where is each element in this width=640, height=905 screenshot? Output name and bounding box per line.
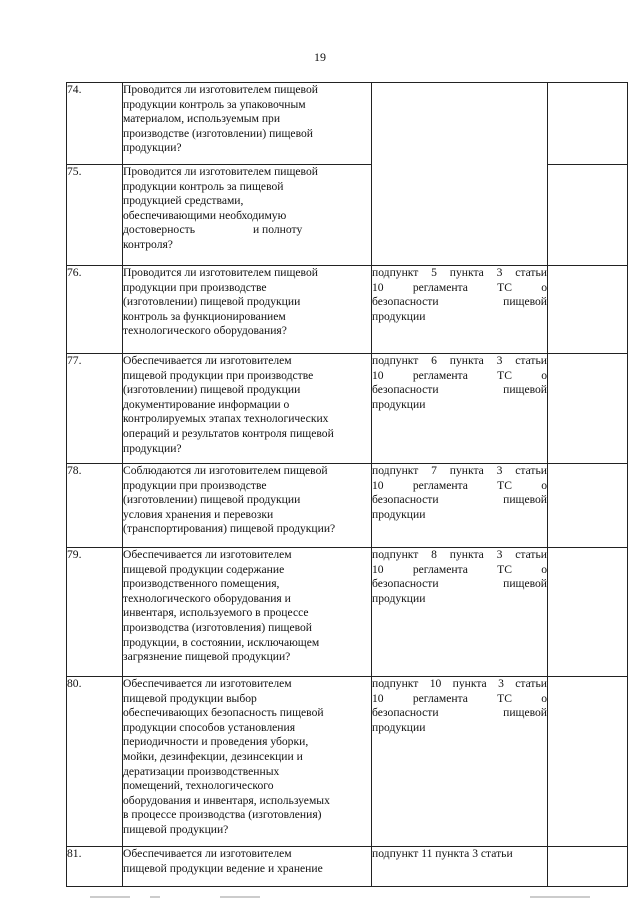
reference-line: продукции [372, 720, 426, 734]
answer-cell[interactable] [548, 354, 628, 464]
table-row [67, 677, 628, 847]
question-line: продукции? [123, 441, 182, 455]
question-line: обеспечивающих безопасность пищевой [123, 706, 324, 720]
question-line: Обеспечивается ли изготовителем [123, 847, 292, 860]
question-line: материалом, используемым при [123, 112, 281, 126]
question-line: технологического оборудования? [123, 324, 287, 338]
reference-line: безопасности пищевой [372, 706, 547, 720]
question-line: технологического оборудования и [123, 591, 291, 605]
question-line: инвентаря, используемого в процессе [123, 606, 309, 620]
reference-line: подпункт 7 пункта 3 статьи [372, 464, 547, 477]
table-row [67, 847, 628, 887]
question-cell [123, 677, 372, 847]
question-line: мойки, дезинфекции, дезинсекции и [123, 749, 303, 763]
row-number: 76. [67, 266, 123, 354]
question-cell [123, 847, 372, 887]
reference-line: продукции [372, 591, 426, 605]
row-number: 79. [67, 548, 123, 677]
table-row [67, 83, 628, 165]
question-cell [123, 266, 372, 354]
reference-cell [372, 83, 548, 266]
question-line: Проводится ли изготовителем пищевой [123, 165, 318, 178]
row-number: 75. [67, 165, 123, 266]
reference-line: продукции [372, 397, 426, 411]
question-line: оборудования и инвентаря, используемых [123, 793, 330, 807]
table-row [67, 548, 628, 677]
question-line: условия хранения и перевозки [123, 507, 274, 521]
question-line: продукции? [123, 141, 182, 155]
reference-line: безопасности пищевой [372, 383, 547, 397]
reference-line: подпункт 5 пункта 3 статьи [372, 266, 547, 279]
question-line: пищевой продукции содержание [123, 562, 285, 576]
question-line: загрязнение пищевой продукции? [123, 650, 291, 664]
question-line: продукции контроль за упаковочным [123, 97, 306, 111]
answer-cell[interactable] [548, 266, 628, 354]
table-row [67, 266, 628, 354]
answer-cell[interactable] [548, 677, 628, 847]
question-line: помещений, технологического [123, 779, 274, 793]
reference-cell [372, 847, 548, 887]
answer-cell[interactable] [548, 847, 628, 887]
question-line: пищевой продукции при производстве [123, 368, 314, 382]
reference-line: 10 регламента ТС о [372, 478, 547, 492]
question-line: производстве (изготовлении) пищевой [123, 126, 313, 140]
question-line: контролируемых этапах технологических [123, 412, 329, 426]
question-line: Обеспечивается ли изготовителем [123, 354, 292, 367]
answer-cell[interactable] [548, 83, 628, 165]
reference-line: продукции [372, 507, 426, 521]
question-cell [123, 354, 372, 464]
row-number: 77. [67, 354, 123, 464]
row-number: 81. [67, 847, 123, 887]
reference-line: подпункт 11 пункта 3 статьи [372, 847, 513, 860]
question-line: производства (изготовления) пищевой [123, 620, 313, 634]
row-number: 78. [67, 464, 123, 548]
question-line: Соблюдаются ли изготовителем пищевой [123, 464, 328, 477]
scan-footer-marks [90, 895, 630, 899]
answer-cell[interactable] [548, 548, 628, 677]
reference-cell [372, 677, 548, 847]
question-line: продукцией средствами, [123, 194, 244, 208]
question-line: продукции, в состоянии, исключающем [123, 635, 320, 649]
question-line: продукции при производстве [123, 280, 267, 294]
question-line: дератизации производственных [123, 764, 280, 778]
reference-line: подпункт 8 пункта 3 статьи [372, 548, 547, 561]
question-line: операций и результатов контроля пищевой [123, 426, 334, 440]
question-line: документирование информации о [123, 397, 290, 411]
question-cell [123, 464, 372, 548]
reference-line: 10 регламента ТС о [372, 280, 547, 294]
question-line: в процессе производства (изготовления) [123, 808, 322, 822]
reference-line: 10 регламента ТС о [372, 368, 547, 382]
question-cell [123, 165, 372, 266]
question-line: Обеспечивается ли изготовителем [123, 548, 292, 561]
reference-line: подпункт 10 пункта 3 статьи [372, 677, 547, 690]
reference-cell [372, 266, 548, 354]
question-line: (изготовлении) пищевой продукции [123, 493, 301, 507]
row-number: 80. [67, 677, 123, 847]
question-line: пищевой продукции выбор [123, 691, 257, 705]
reference-cell [372, 548, 548, 677]
question-line: пищевой продукции ведение и хранение [123, 861, 323, 875]
question-line: достоверность и полноту [123, 223, 303, 237]
question-cell [123, 83, 372, 165]
reference-line: продукции [372, 309, 426, 323]
question-line: пищевой продукции? [123, 822, 229, 836]
question-line: продукции способов установления [123, 720, 296, 734]
reference-line: безопасности пищевой [372, 295, 547, 309]
reference-cell [372, 354, 548, 464]
row-number: 74. [67, 83, 123, 165]
reference-line: безопасности пищевой [372, 577, 547, 591]
question-line: производственного помещения, [123, 577, 280, 591]
question-cell [123, 548, 372, 677]
question-line: контроль за функционированием [123, 309, 286, 323]
reference-line: 10 регламента ТС о [372, 691, 547, 705]
table-row [67, 354, 628, 464]
question-line: (изготовлении) пищевой продукции [123, 383, 301, 397]
page-number: 19 [314, 50, 326, 64]
question-line: продукции при производстве [123, 478, 267, 492]
checklist-table [66, 82, 628, 887]
reference-line: 10 регламента ТС о [372, 562, 547, 576]
table-row [67, 464, 628, 548]
answer-cell[interactable] [548, 165, 628, 266]
question-line: (изготовлении) пищевой продукции [123, 295, 301, 309]
answer-cell[interactable] [548, 464, 628, 548]
question-line: контроля? [123, 237, 173, 251]
question-line: продукции контроль за пищевой [123, 179, 284, 193]
reference-line: безопасности пищевой [372, 493, 547, 507]
question-line: Проводится ли изготовителем пищевой [123, 266, 318, 279]
question-line: периодичности и проведения уборки, [123, 735, 309, 749]
question-line: (транспортирования) пищевой продукции? [123, 522, 336, 536]
question-line: Обеспечивается ли изготовителем [123, 677, 292, 690]
question-line: Проводится ли изготовителем пищевой [123, 83, 318, 96]
reference-line: подпункт 6 пункта 3 статьи [372, 354, 547, 367]
question-line: обеспечивающими необходимую [123, 208, 287, 222]
reference-cell [372, 464, 548, 548]
